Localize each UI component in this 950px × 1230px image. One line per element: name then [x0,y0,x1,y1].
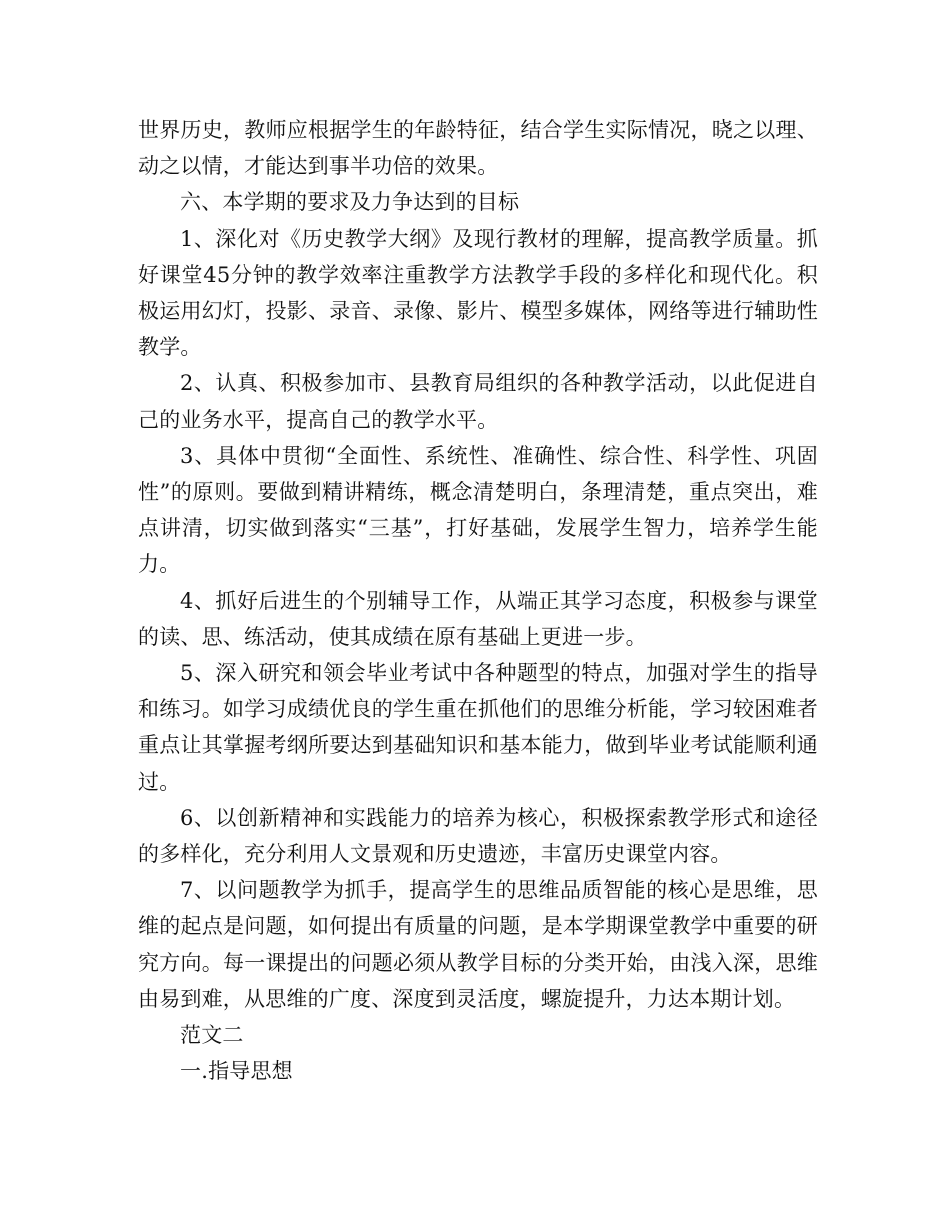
paragraph-goal-4: 4、抓好后进生的个别辅导工作，从端正其学习态度，积极参与课堂的读、思、练活动，使其成绩在原有基础上更进一步。 [138,588,818,649]
paragraph-goal-2: 2、认真、积极参加市、县教育局组织的各种教学活动，以此促进自己的业务水平，提高自己的教学水平。 [138,371,818,432]
paragraph-goal-3: 3、具体中贯彻“全面性、系统性、准确性、综合性、科学性、巩固性”的原则。要做到精讲精练，概念清楚明白，条理清楚，重点突出，难点讲清，切实做到落实“三基”，打好基础，发展学生智力，培养学生能力。 [138,443,818,577]
document-body [138,112,818,1089]
section-heading-goals: 六、本学期的要求及力争达到的目标 [180,190,520,215]
paragraph-continuation: 世界历史，教师应根据学生的年龄特征，结合学生实际情况，晓之以理、动之以情，才能达到事半功倍的效果。 [138,118,818,179]
heading-sample-two: 范文二 [180,1023,244,1048]
paragraph-goal-6: 6、以创新精神和实践能力的培养为核心，积极探索教学形式和途径的多样化，充分利用人文景观和历史遗迹，丰富历史课堂内容。 [138,805,818,867]
heading-guiding-ideology: 一.指导思想 [180,1059,293,1084]
paragraph-goal-1: 1、深化对《历史教学大纲》及现行教材的理解，提高教学质量。抓好课堂45分钟的教学效率注重教学方法教学手段的多样化和现代化。积极运用幻灯，投影、录音、录像、影片、模型多媒体，网络等进行辅助性教学。 [138,226,818,360]
paragraph-goal-7: 7、以问题教学为抓手，提高学生的思维品质智能的核心是思维，思维的起点是问题，如何提出有质量的问题，是本学期课堂教学中重要的研究方向。每一课提出的问题必须从教学目标的分类开始，由浅入深，思维由易到难，从思维的广度、深度到灵活度，螺旋提升，力达本期计划。 [138,878,818,1011]
paragraph-goal-5: 5、深入研究和领会毕业考试中各种题型的特点，加强对学生的指导和练习。如学习成绩优良的学生重在抓他们的思维分析能，学习较困难者重点让其掌握考纲所要达到基础知识和基本能力，做到毕业考试能顺利通过。 [138,661,818,794]
